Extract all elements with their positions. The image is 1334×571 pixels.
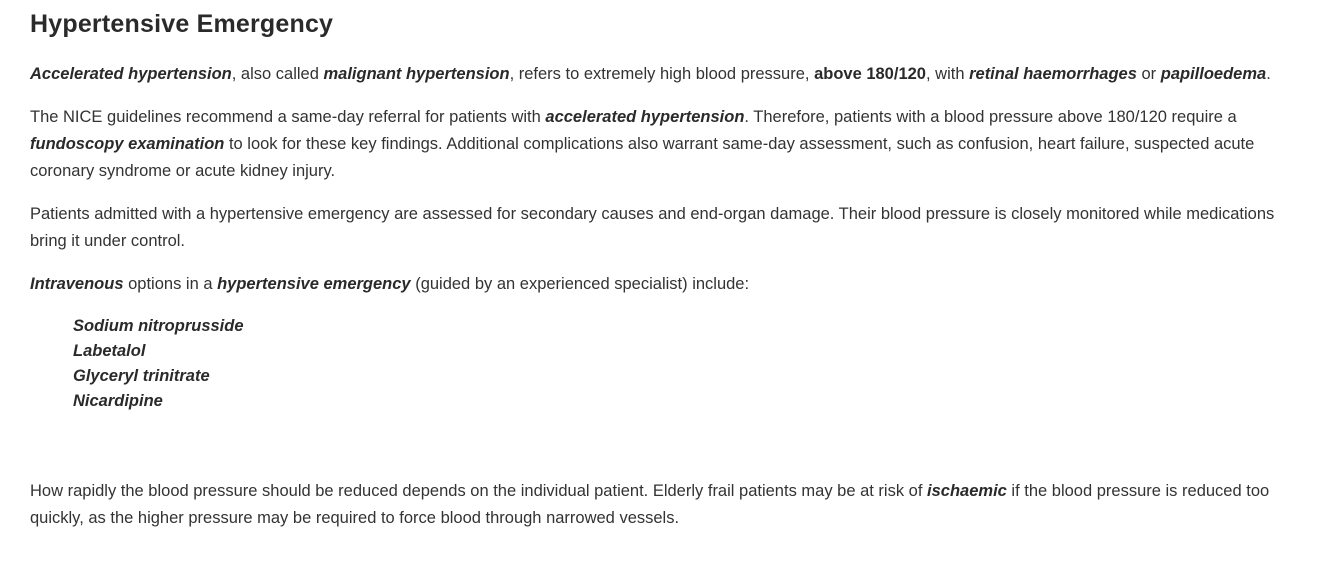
text: options in a bbox=[123, 275, 218, 293]
term-intravenous: Intravenous bbox=[30, 275, 124, 293]
text: , also called bbox=[231, 65, 324, 83]
text: , with bbox=[925, 65, 970, 83]
term-ischaemic: ischaemic bbox=[927, 482, 1007, 500]
term-accelerated-hypertension: accelerated hypertension bbox=[545, 108, 745, 126]
term-papilloedema: papilloedema bbox=[1160, 65, 1267, 83]
spacer bbox=[30, 454, 1304, 478]
paragraph-admission bbox=[30, 201, 1304, 255]
list-item: Nicardipine bbox=[73, 392, 163, 410]
paragraph-accelerated-hypertension bbox=[30, 61, 1304, 88]
drug-list bbox=[30, 314, 1304, 414]
term-hypertensive-emergency: hypertensive emergency bbox=[217, 275, 411, 293]
term-threshold: above 180/120 bbox=[814, 65, 926, 83]
list-item: Sodium nitroprusside bbox=[73, 317, 244, 335]
paragraph-reduction-rate bbox=[30, 478, 1304, 532]
text: (guided by an experienced specialist) include: bbox=[410, 275, 750, 293]
text: , refers to extremely high blood pressure, bbox=[509, 65, 815, 83]
paragraph-nice-guidelines bbox=[30, 104, 1304, 185]
term-retinal-haemorrhages: retinal haemorrhages bbox=[969, 65, 1137, 83]
text: or bbox=[1136, 65, 1161, 83]
text: . Therefore, patients with a blood pressure above 180/120 require a bbox=[744, 108, 1237, 126]
text: How rapidly the blood pressure should be reduced depends on the individual patient. Elderly frail patients may be at risk of bbox=[30, 482, 928, 500]
term-malignant-hypertension: malignant hypertension bbox=[323, 65, 510, 83]
text: if the blood pressure is reduced too quickly, as the higher pressure may be required to force blood through narrowed vessels. bbox=[30, 482, 1270, 527]
page-title: Hypertensive Emergency bbox=[30, 10, 334, 38]
paragraph-intravenous-options bbox=[30, 271, 1304, 298]
text: to look for these key findings. Additional complications also warrant same-day assessment, such as confusion, heart failure, suspected acute coronary syndrome or acute kidney injury. bbox=[30, 135, 1255, 180]
term-accelerated-hypertension: Accelerated hypertension bbox=[30, 65, 232, 83]
list-item: Labetalol bbox=[73, 342, 146, 360]
text: . bbox=[1266, 65, 1271, 83]
text: The NICE guidelines recommend a same-day referral for patients with bbox=[30, 108, 546, 126]
list-item: Glyceryl trinitrate bbox=[73, 367, 210, 385]
term-fundoscopy-examination: fundoscopy examination bbox=[30, 135, 225, 153]
text: Patients admitted with a hypertensive emergency are assessed for secondary causes and end-organ damage. Their blood pressure is closely monitored while medications bring it under control. bbox=[30, 205, 1275, 250]
